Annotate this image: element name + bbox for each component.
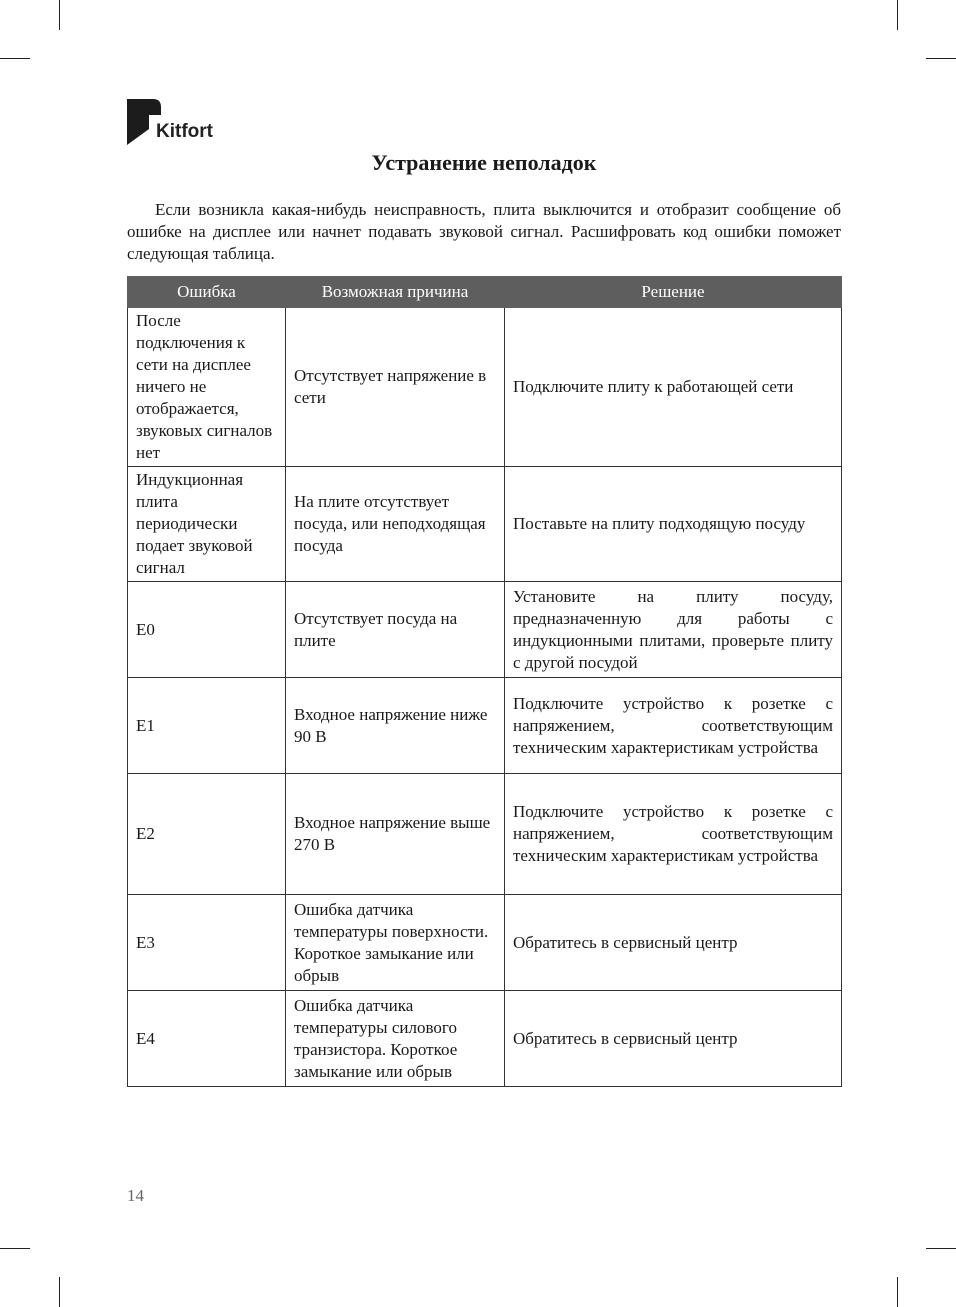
- crop-mark: [926, 58, 956, 59]
- brand-name: Kitfort: [156, 121, 213, 142]
- brand-logo: [127, 99, 237, 149]
- cell-cause: Ошибка датчика температуры поверхности. Короткое замыкание или обрыв: [286, 895, 505, 991]
- cell-solution: Обратитесь в сервисный центр: [505, 895, 842, 991]
- crop-mark: [59, 1277, 60, 1307]
- cell-cause: Входное напряжение ниже 90 В: [286, 678, 505, 774]
- cell-solution: Подключите устройство к розетке с напряжением, соответствующим техническим характеристикам устройства: [505, 678, 842, 774]
- cell-cause: Ошибка датчика температуры силового транзистора. Короткое замыкание или обрыв: [286, 991, 505, 1087]
- cell-solution: Поставьте на плиту подходящую посуду: [505, 467, 842, 582]
- cell-error: E3: [128, 895, 286, 991]
- cell-error: E4: [128, 991, 286, 1087]
- table-row: [128, 467, 842, 582]
- page-number: 14: [127, 1186, 144, 1205]
- cell-cause: Входное напряжение выше 270 В: [286, 774, 505, 895]
- intro-paragraph: Если возникла какая-нибудь неисправность, плита выключится и отобразит сообщение об ошибке на дисплее или начнет подавать звуковой сигнал. Расшифровать код ошибки поможет следующая таблица.: [127, 200, 841, 263]
- table-header-row: [128, 277, 842, 308]
- table-row: [128, 774, 842, 895]
- crop-mark: [926, 1248, 956, 1249]
- cell-error: E2: [128, 774, 286, 895]
- cell-cause: Отсутствует посуда на плите: [286, 582, 505, 678]
- crop-mark: [59, 0, 60, 30]
- cell-solution: Установите на плиту посуду, предназначенную для работы с индукционными плитами, проверьте плиту с другой посудой: [505, 582, 842, 678]
- cell-error: Индукционная плита периодически подает звуковой сигнал: [128, 467, 286, 582]
- header-solution: Решение: [505, 277, 842, 308]
- cell-solution: Подключите плиту к работающей сети: [505, 308, 842, 467]
- crop-mark: [897, 1277, 898, 1307]
- cell-error: После подключения к сети на дисплее ничего не отображается, звуковых сигналов нет: [128, 308, 286, 467]
- header-error: Ошибка: [128, 277, 286, 308]
- table-row: [128, 308, 842, 467]
- cell-solution: Обратитесь в сервисный центр: [505, 991, 842, 1087]
- cell-error: E1: [128, 678, 286, 774]
- troubleshooting-table: [127, 276, 842, 1087]
- crop-mark: [0, 1248, 30, 1249]
- cell-cause: Отсутствует напряжение в сети: [286, 308, 505, 467]
- table-row: [128, 582, 842, 678]
- header-cause: Возможная причина: [286, 277, 505, 308]
- cell-error: E0: [128, 582, 286, 678]
- cell-cause: На плите отсутствует посуда, или неподходящая посуда: [286, 467, 505, 582]
- table-row: [128, 678, 842, 774]
- crop-mark: [0, 58, 30, 59]
- table-row: [128, 991, 842, 1087]
- cell-solution: Подключите устройство к розетке с напряжением, соответствующим техническим характеристикам устройства: [505, 774, 842, 895]
- crop-mark: [897, 0, 898, 30]
- page-title: Устранение неполадок: [371, 150, 597, 175]
- table-row: [128, 895, 842, 991]
